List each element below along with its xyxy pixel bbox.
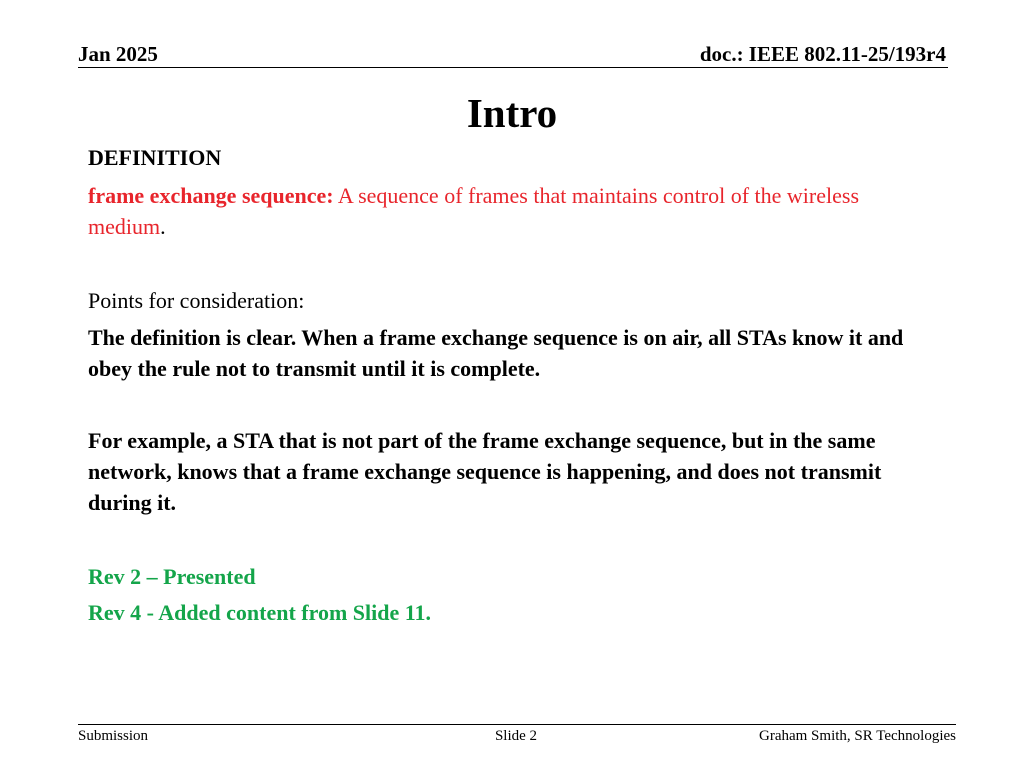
point-definition-clear: The definition is clear. When a frame exchange sequence is on air, all STAs know it and obey the rule not to transmit until it is complete. (88, 325, 904, 381)
header-doc-id: doc.: IEEE 802.11-25/193r4 (699, 42, 946, 66)
definition-term: frame exchange sequence: (88, 183, 334, 208)
definition-end: . (160, 214, 166, 239)
definition-body: A sequence of frames that maintains control of the wireless medium (88, 183, 860, 239)
footer-slide-number: Slide 2 (494, 728, 538, 744)
footer-author: Graham Smith, SR Technologies (759, 728, 956, 744)
definition-paragraph (88, 180, 928, 242)
point-example: For example, a STA that is not part of the frame exchange sequence, but in the same network, knows that a frame exchange sequence is happening, and does not transmit during it. (88, 428, 882, 515)
header-date: Jan 2025 (78, 42, 158, 66)
definition-heading: DEFINITION (88, 145, 222, 170)
revision-4-note: Rev 4 - Added content from Slide 11. (88, 600, 432, 625)
revision-2-note: Rev 2 – Presented (88, 564, 256, 589)
footer-divider (78, 724, 956, 725)
header-divider (78, 67, 948, 68)
points-heading: Points for consideration: (88, 288, 305, 313)
footer-submission: Submission (78, 728, 149, 744)
slide-title: Intro (466, 90, 558, 136)
